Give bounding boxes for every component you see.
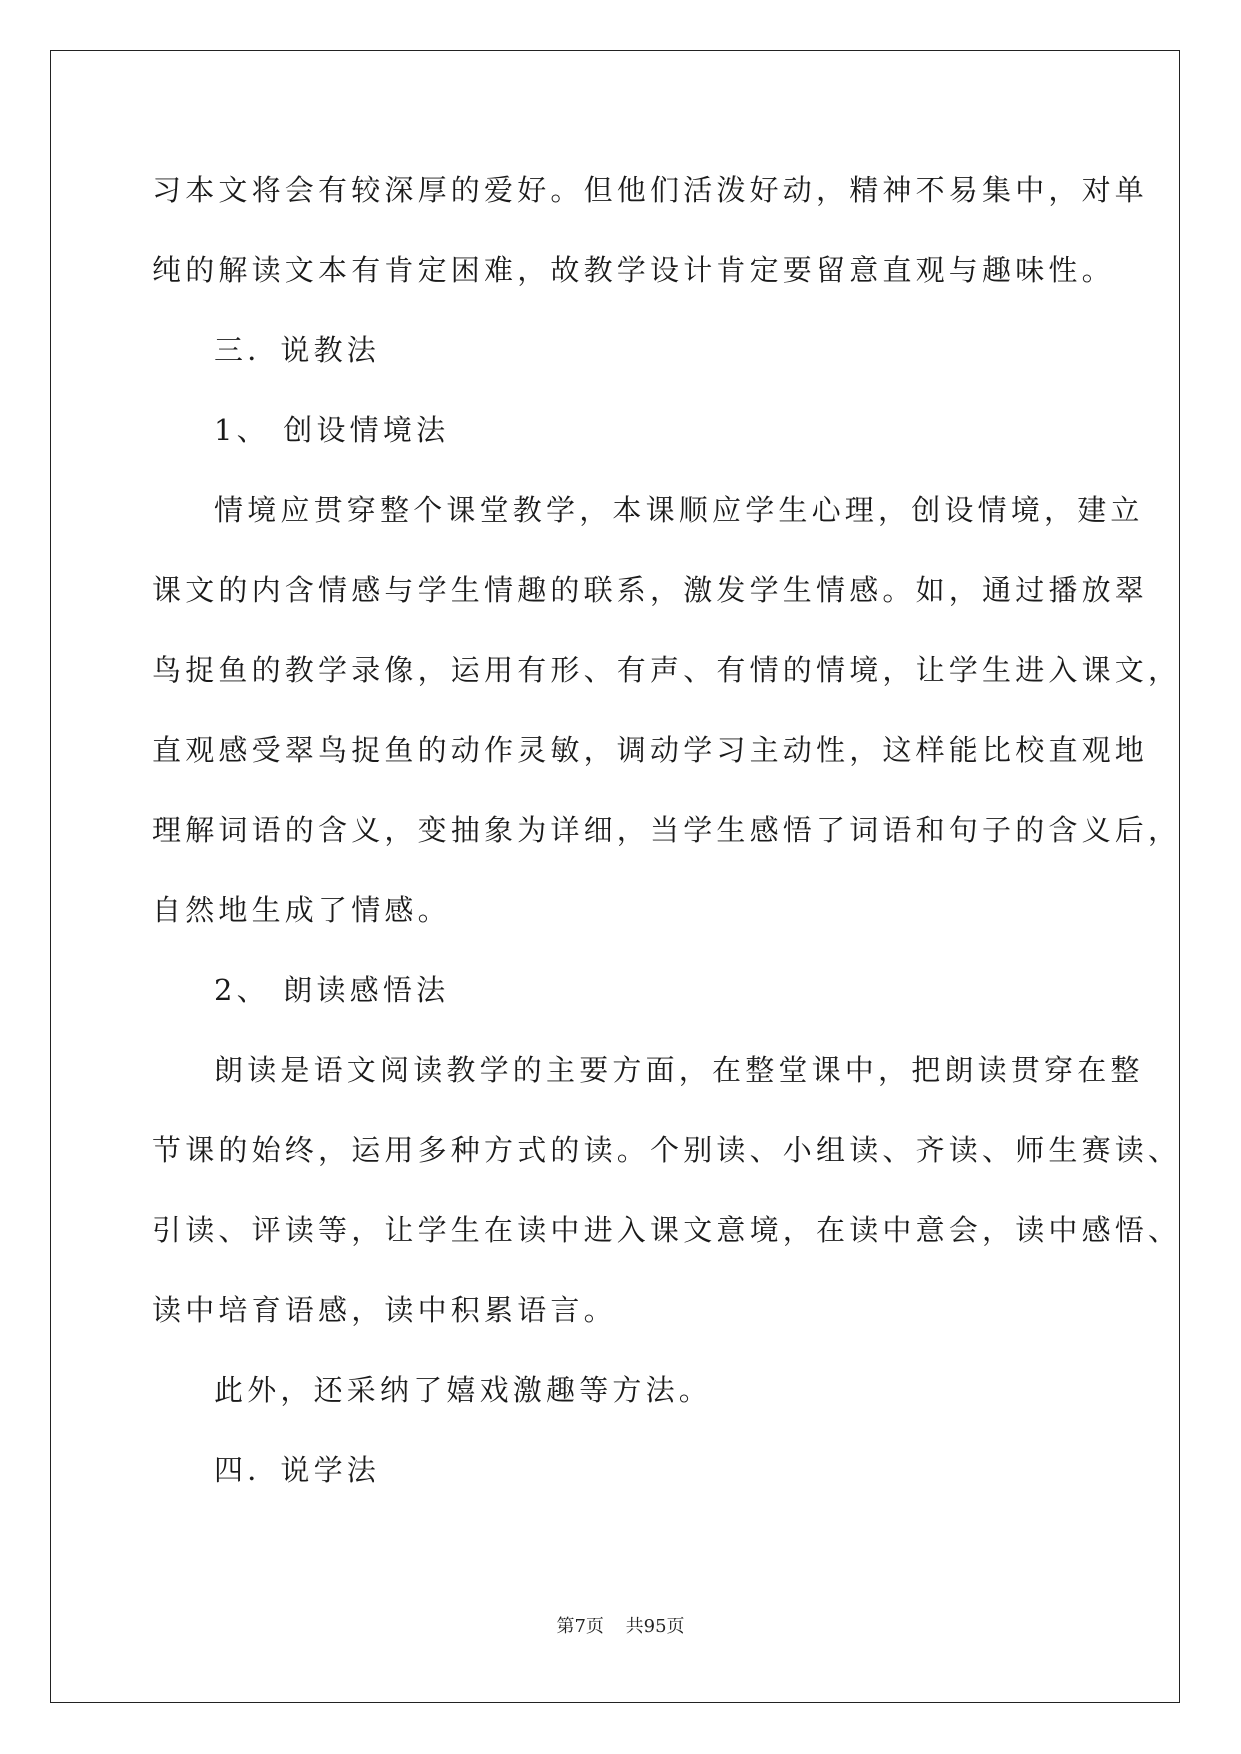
body-line-16: 此外，还采纳了嬉戏激趣等方法。: [214, 1373, 713, 1407]
page-total: 共95页: [625, 1616, 685, 1637]
body-line-5: 情境应贯穿整个课堂教学，本课顺应学生心理，创设情境，建立: [214, 493, 1144, 527]
body-line-15: 读中培育语感，读中积累语言。: [152, 1293, 617, 1327]
body-line-6: 课文的内含情感与学生情趣的联系，激发学生情感。如，通过播放翠: [152, 573, 1149, 607]
subheading-situation-method: 1、 创设情境法: [214, 413, 450, 447]
page-number: 第7页: [556, 1616, 604, 1637]
section-heading-teaching-methods: 三．说教法: [214, 333, 381, 367]
section-heading-learning-methods: 四．说学法: [214, 1453, 381, 1487]
document-body: [152, 165, 1182, 1525]
page-footer: [0, 1612, 1241, 1638]
body-line-9: 理解词语的含义，变抽象为详细，当学生感悟了词语和句子的含义后，: [152, 813, 1182, 847]
subheading-reading-method: 2、 朗读感悟法: [214, 973, 450, 1007]
body-line-10: 自然地生成了情感。: [152, 893, 451, 927]
body-line-13: 节课的始终，运用多种方式的读。个别读、小组读、齐读、师生赛读、: [152, 1133, 1182, 1167]
body-line-2: 纯的解读文本有肯定困难，故教学设计肯定要留意直观与趣味性。: [152, 253, 1115, 287]
body-line-8: 直观感受翠鸟捉鱼的动作灵敏，调动学习主动性，这样能比校直观地: [152, 733, 1149, 767]
body-line-12: 朗读是语文阅读教学的主要方面，在整堂课中，把朗读贯穿在整: [214, 1053, 1144, 1087]
body-line-14: 引读、评读等，让学生在读中进入课文意境，在读中意会，读中感悟、: [152, 1213, 1182, 1247]
body-line-7: 鸟捉鱼的教学录像，运用有形、有声、有情的情境，让学生进入课文，: [152, 653, 1182, 687]
body-line-1: 习本文将会有较深厚的爱好。但他们活泼好动，精神不易集中，对单: [152, 173, 1149, 207]
